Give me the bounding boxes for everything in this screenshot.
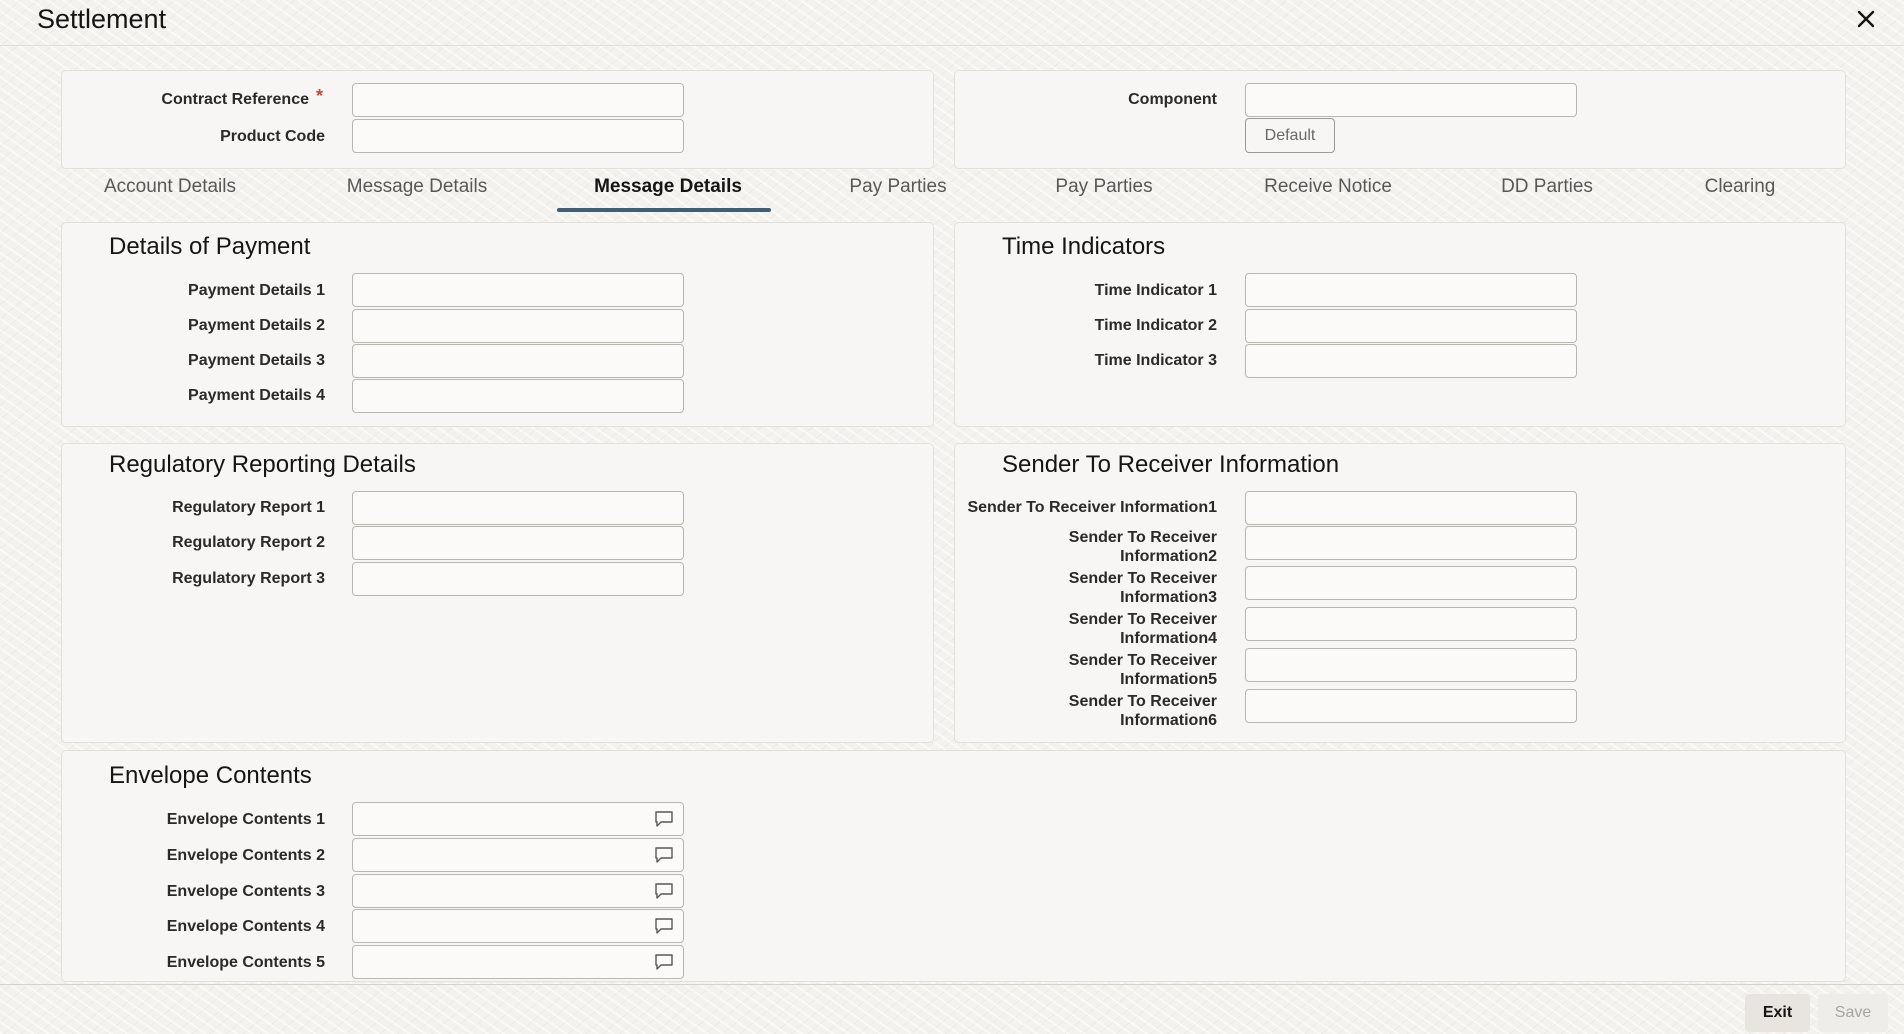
envelope-contents-1-input[interactable] [352,802,684,836]
sender-to-receiver-4-label [980,610,1217,648]
regulatory-report-2-label: Regulatory Report 2 [172,534,325,551]
sender-to-receiver-6-input[interactable] [1245,689,1577,723]
contract-reference-input[interactable] [352,83,684,117]
product-code-input[interactable] [352,119,684,153]
sender-to-receiver-6-label-line1: Sender To Receiver [1068,693,1217,710]
time-indicator-1-input[interactable] [1245,273,1577,307]
sender-to-receiver-2-label-line2: Information2 [1120,548,1217,565]
required-marker: * [316,86,324,106]
sender-to-receiver-6-label-line2: Information6 [1120,712,1217,729]
sender-to-receiver-3-input[interactable] [1245,566,1577,600]
product-code-label: Product Code [220,128,325,145]
tab-dd-parties[interactable]: DD Parties [1501,176,1593,197]
sender-to-receiver-5-input[interactable] [1245,648,1577,682]
sender-to-receiver-3-label-line1: Sender To Receiver [1068,570,1217,587]
envelope-contents-3-input[interactable] [352,874,684,908]
tab-receive-notice[interactable]: Receive Notice [1264,176,1392,197]
payment-details-1-input[interactable] [352,273,684,307]
sender-to-receiver-title: Sender To Receiver Information [1002,451,1340,478]
payment-details-2-label: Payment Details 2 [188,317,325,334]
active-tab-indicator [557,208,771,212]
tab-pay-parties-2[interactable]: Pay Parties [1055,176,1153,197]
regulatory-report-1-input[interactable] [352,491,684,525]
sender-to-receiver-3-label [980,569,1217,607]
tab-message-details-1[interactable]: Message Details [346,176,488,197]
sender-to-receiver-2-input[interactable] [1245,526,1577,560]
save-button[interactable]: Save [1818,994,1888,1032]
sender-to-receiver-1-input[interactable] [1245,491,1577,525]
close-icon[interactable] [1851,4,1881,34]
payment-details-3-label: Payment Details 3 [188,352,325,369]
envelope-contents-panel [61,750,1846,982]
time-indicator-3-input[interactable] [1245,344,1577,378]
exit-button[interactable]: Exit [1745,994,1810,1032]
comment-icon[interactable] [653,881,675,901]
time-indicators-title: Time Indicators [1002,233,1166,260]
tab-message-details-2[interactable]: Message Details [594,176,742,197]
regulatory-report-1-label: Regulatory Report 1 [172,499,325,516]
details-of-payment-title: Details of Payment [109,233,311,260]
envelope-contents-1-label: Envelope Contents 1 [166,811,325,828]
tab-pay-parties-1[interactable]: Pay Parties [849,176,947,197]
comment-icon[interactable] [653,809,675,829]
envelope-contents-2-input[interactable] [352,838,684,872]
payment-details-3-input[interactable] [352,344,684,378]
regulatory-report-3-label: Regulatory Report 3 [172,570,325,587]
window-title: Settlement [37,4,167,34]
tab-account-details[interactable]: Account Details [103,176,236,197]
envelope-contents-5-label: Envelope Contents 5 [166,954,325,971]
contract-reference-label: Contract Reference [161,91,309,108]
envelope-contents-title: Envelope Contents [109,762,312,789]
envelope-contents-5-input[interactable] [352,945,684,979]
sender-to-receiver-5-label [980,651,1217,689]
tab-clearing[interactable]: Clearing [1704,176,1776,197]
time-indicator-3-label: Time Indicator 3 [1094,352,1217,369]
component-input[interactable] [1245,83,1577,117]
comment-icon[interactable] [653,845,675,865]
payment-details-1-label: Payment Details 1 [188,282,325,299]
envelope-contents-2-label: Envelope Contents 2 [166,847,325,864]
comment-icon[interactable] [653,916,675,936]
sender-to-receiver-3-label-line2: Information3 [1120,589,1217,606]
envelope-contents-3-label: Envelope Contents 3 [166,883,325,900]
sender-to-receiver-5-label-line2: Information5 [1120,671,1217,688]
component-label: Component [1128,91,1217,108]
sender-to-receiver-4-label-line2: Information4 [1120,630,1217,647]
sender-to-receiver-5-label-line1: Sender To Receiver [1068,652,1217,669]
envelope-contents-4-label: Envelope Contents 4 [166,918,325,935]
regulatory-report-2-input[interactable] [352,526,684,560]
payment-details-2-input[interactable] [352,309,684,343]
time-indicator-2-label: Time Indicator 2 [1094,317,1217,334]
regulatory-reporting-title: Regulatory Reporting Details [109,451,416,478]
default-button[interactable]: Default [1245,118,1335,153]
sender-to-receiver-2-label [980,528,1217,566]
time-indicator-1-label: Time Indicator 1 [1094,282,1217,299]
sender-to-receiver-4-label-line1: Sender To Receiver [1068,611,1217,628]
sender-to-receiver-1-label: Sender To Receiver Information1 [967,499,1217,516]
envelope-contents-4-input[interactable] [352,909,684,943]
time-indicator-2-input[interactable] [1245,309,1577,343]
sender-to-receiver-2-label-line1: Sender To Receiver [1068,529,1217,546]
footer-bar [0,984,1904,1034]
regulatory-report-3-input[interactable] [352,562,684,596]
sender-to-receiver-4-input[interactable] [1245,607,1577,641]
title-bar [0,0,1904,46]
payment-details-4-label: Payment Details 4 [188,387,325,404]
sender-to-receiver-6-label [980,692,1217,730]
payment-details-4-input[interactable] [352,379,684,413]
comment-icon[interactable] [653,952,675,972]
